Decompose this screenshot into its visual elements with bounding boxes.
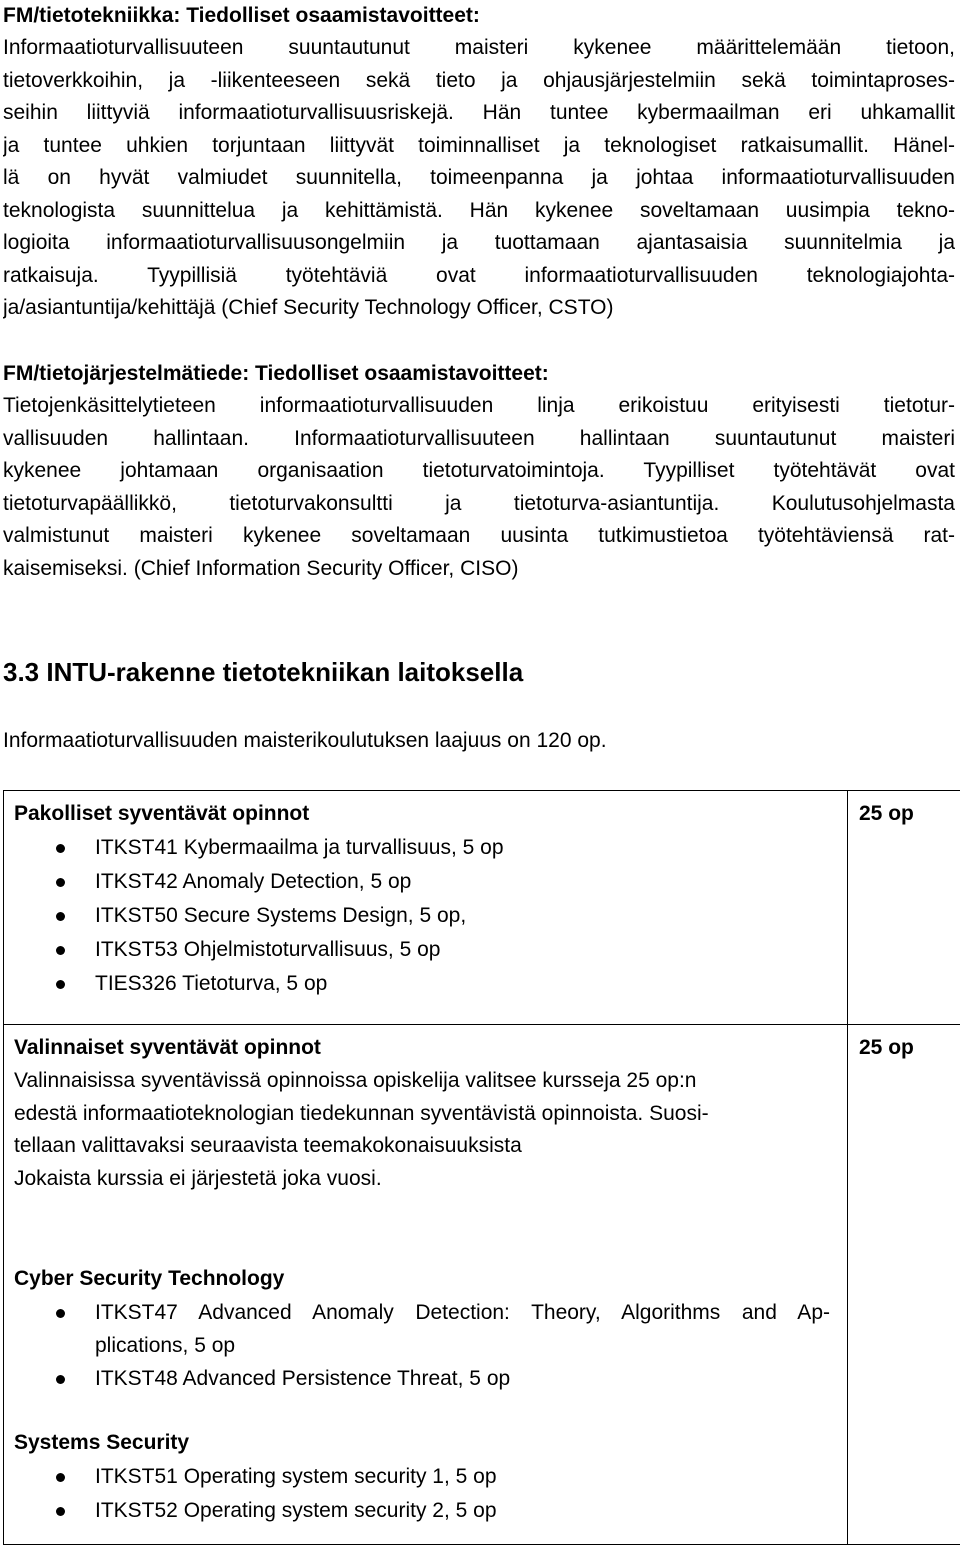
elective-text-line: Jokaista kurssia ei järjestetä joka vuosi. xyxy=(14,1163,847,1196)
list-item: ITKST48 Advanced Persistence Threat, 5 op xyxy=(14,1362,847,1396)
it-line: ratkaisuja. Tyypillisiä työtehtäviä ovat informaatioturvallisuuden teknologiajohta- xyxy=(3,260,955,293)
elective-text-line: Valinnaisissa syventävissä opinnoissa opiskelija valitsee kursseja 25 op:n xyxy=(14,1065,847,1098)
elective-credits-cell xyxy=(848,1025,960,1545)
systems-course-list xyxy=(14,1460,847,1528)
list-item: ITKST52 Operating system security 2, 5 op xyxy=(14,1494,847,1528)
list-item: ITKST53 Ohjelmistoturvallisuus, 5 op xyxy=(14,933,847,967)
mandatory-course-list xyxy=(14,831,847,1001)
it-learning-outcomes xyxy=(3,0,955,325)
elective-credits: 25 op xyxy=(848,1025,960,1065)
it-line: ja/asiantuntija/kehittäjä (Chief Security Technology Officer, CSTO) xyxy=(3,292,955,325)
systems-security-title: Systems Security xyxy=(14,1426,847,1460)
table-row xyxy=(4,1025,960,1545)
mandatory-studies-cell xyxy=(4,791,848,1025)
is-line: tietoturvapäällikkö, tietoturvakonsultti ja tietoturva-asiantuntija. Koulutusohjelmasta xyxy=(3,488,955,521)
it-heading: FM/tietotekniikka: Tiedolliset osaamistavoitteet: xyxy=(3,0,955,32)
is-heading: FM/tietojärjestelmätiede: Tiedolliset osaamistavoitteet: xyxy=(3,358,955,390)
is-line: Tietojenkäsittelytieteen informaatioturvallisuuden linja erikoistuu erityisesti tietotur- xyxy=(3,390,955,423)
bullet-icon xyxy=(56,1473,65,1482)
table-row xyxy=(4,791,960,1025)
bullet-icon xyxy=(56,844,65,853)
bullet-icon xyxy=(56,980,65,989)
mandatory-studies-title: Pakolliset syventävät opinnot xyxy=(14,797,847,831)
it-line: lä on hyvät valmiudet suunnitella, toimeenpanna ja johtaa informaatioturvallisuuden xyxy=(3,162,955,195)
it-line: seihin liittyviä informaatioturvallisuusriskejä. Hän tuntee kybermaailman eri uhkamallit xyxy=(3,97,955,130)
section-title: 3.3 INTU-rakenne tietotekniikan laitoksella xyxy=(3,654,955,690)
list-item: ITKST41 Kybermaailma ja turvallisuus, 5 op xyxy=(14,831,847,865)
is-line: kaisemiseksi. (Chief Information Security Officer, CISO) xyxy=(3,553,955,586)
elective-studies-cell xyxy=(4,1025,848,1545)
list-item: ITKST47 Advanced Anomaly Detection: Theory, Algorithms and Ap- plications, 5 op xyxy=(14,1296,847,1362)
list-item: ITKST50 Secure Systems Design, 5 op, xyxy=(14,899,847,933)
mandatory-credits: 25 op xyxy=(848,791,960,831)
elective-text-line: edestä informaatioteknologian tiedekunnan syventävistä opinnoista. Suosi- xyxy=(14,1098,847,1131)
it-line: tietoverkkoihin, ja -liikenteeseen sekä tieto ja ohjausjärjestelmiin sekä toimintaproses- xyxy=(3,65,955,98)
it-line: teknologista suunnittelua ja kehittämistä. Hän kykenee soveltamaan uusimpia tekno- xyxy=(3,195,955,228)
list-item: ITKST51 Operating system security 1, 5 op xyxy=(14,1460,847,1494)
elective-studies-title: Valinnaiset syventävät opinnot xyxy=(14,1031,847,1065)
is-line: vallisuuden hallintaan. Informaatioturvallisuuteen hallintaan suuntautunut maisteri xyxy=(3,423,955,456)
program-scope: Informaatioturvallisuuden maisterikoulutuksen laajuus on 120 op. xyxy=(3,726,955,756)
bullet-icon xyxy=(56,878,65,887)
it-line: logioita informaatioturvallisuusongelmiin ja tuottamaan ajantasaisia suunnitelmia ja xyxy=(3,227,955,260)
bullet-icon xyxy=(56,912,65,921)
bullet-icon xyxy=(56,1507,65,1516)
it-line: Informaatioturvallisuuteen suuntautunut maisteri kykenee määrittelemään tietoon, xyxy=(3,32,955,65)
cyber-course-list xyxy=(14,1296,847,1396)
elective-text-line: tellaan valittavaksi seuraavista teemakokonaisuuksista xyxy=(14,1130,847,1163)
it-line: ja tuntee uhkien torjuntaan liittyvät toiminnalliset ja teknologiset ratkaisumallit. Hänel- xyxy=(3,130,955,163)
is-line: valmistunut maisteri kykenee soveltamaan uusinta tutkimustietoa työtehtäviensä rat- xyxy=(3,520,955,553)
bullet-icon xyxy=(56,946,65,955)
is-line: kykenee johtamaan organisaation tietoturvatoimintoja. Tyypilliset työtehtävät ovat xyxy=(3,455,955,488)
bullet-icon xyxy=(56,1309,65,1318)
list-item: ITKST42 Anomaly Detection, 5 op xyxy=(14,865,847,899)
cyber-security-title: Cyber Security Technology xyxy=(14,1262,847,1296)
is-learning-outcomes xyxy=(3,358,955,585)
bullet-icon xyxy=(56,1375,65,1384)
study-structure-table xyxy=(3,790,960,1545)
list-item: TIES326 Tietoturva, 5 op xyxy=(14,967,847,1001)
mandatory-credits-cell xyxy=(848,791,960,1025)
